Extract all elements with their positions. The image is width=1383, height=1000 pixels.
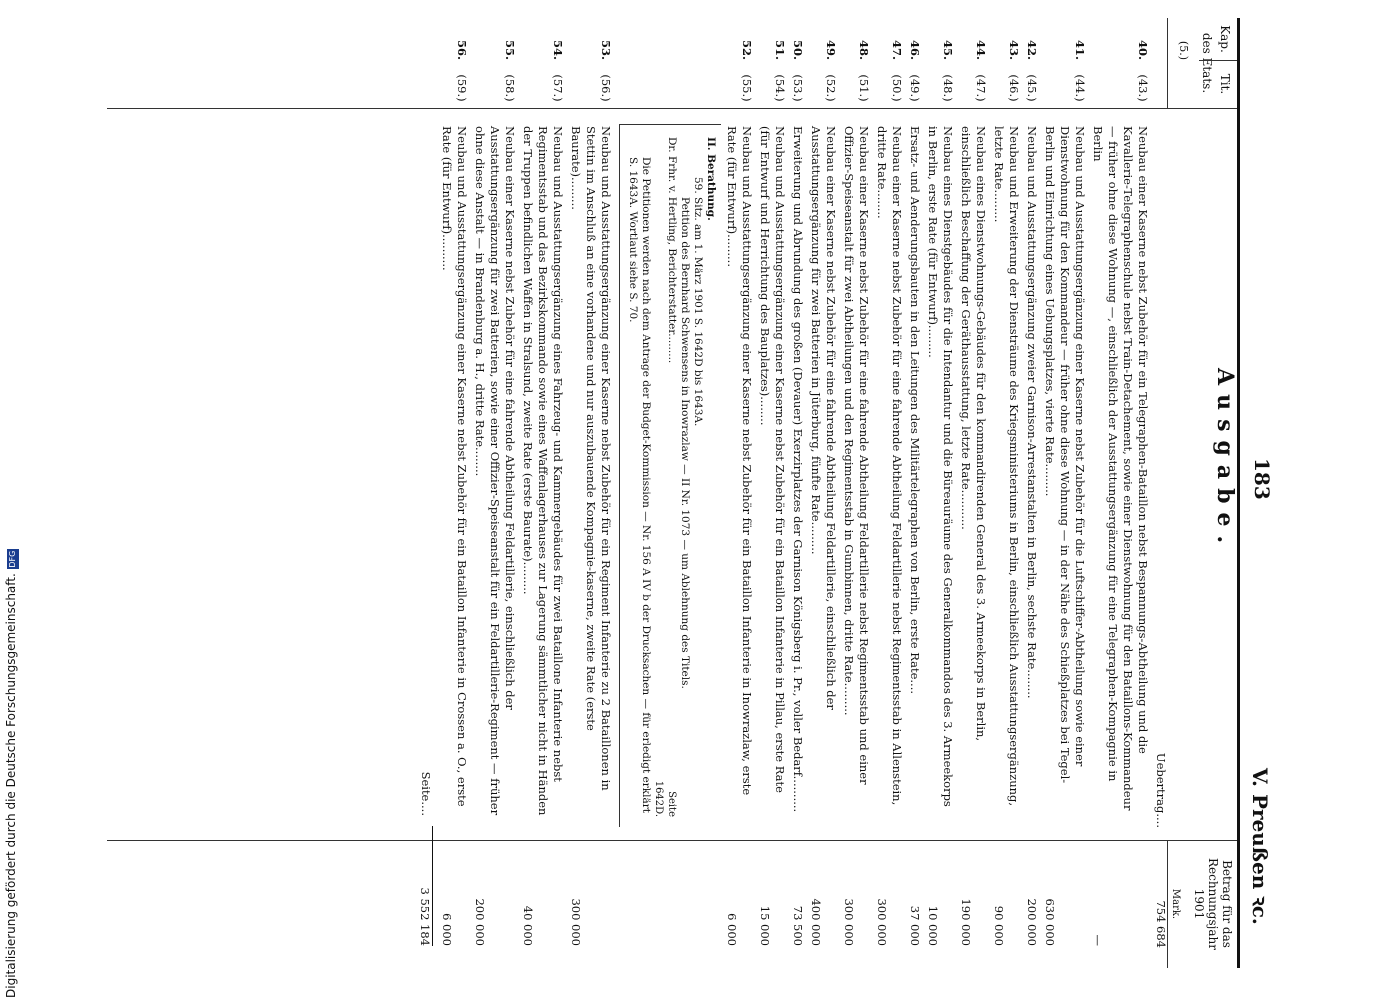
entry-amount: 40 000 (521, 905, 535, 946)
entry-amount: 10 000 (926, 905, 940, 946)
entry-tit: (45.) (1025, 74, 1039, 102)
entry-tit: (49.) (908, 74, 922, 102)
entry-text: Neubau eines Dienstwohnungs-Gebäudes für den kommandirenden General des 3. Armeekorps in Berlin, einschließlich Beschaffung der Geräthausstattung, letzte Rate........... (959, 126, 988, 742)
entry-row (757, 18, 787, 968)
entry-amount: 90 000 (992, 905, 1006, 946)
entry-kap: 47. (890, 39, 904, 60)
entry-kap: 40. (1136, 39, 1150, 60)
entry-amount: 15 000 (758, 905, 772, 946)
entry-tit: (48.) (941, 74, 955, 102)
entry-tit: (46.) (1007, 74, 1021, 102)
entry-amount: 6 000 (440, 913, 454, 946)
entry-text: Neubau und Ausstattungsergänzung einer Kaserne nebst Zubehör für die Luftschiffer-Abtheilung sowie einer Dienstwohnung für den Kommandeur — früher ohne diese Wohnung — in der Nähe des Schießplatzes bei Tegel-Berlin und Einrichtung eines Uebungsplatzes, vierte Rate......... (1043, 126, 1087, 784)
header-divider (1199, 60, 1237, 61)
entry-amount: — (1091, 934, 1105, 946)
entry-kap: 48. (857, 39, 871, 60)
beratung-seite-ref: 1642D. (653, 780, 664, 817)
entry-row (472, 18, 517, 968)
entry-kap: 41. (1073, 39, 1087, 60)
entry-row (808, 18, 838, 968)
entry-row (841, 18, 871, 968)
total-amount: 3 552 184 (418, 887, 432, 946)
col-header-etat: des Etats. (1200, 32, 1214, 94)
col-header-unit: Mark. (1170, 888, 1181, 920)
entry-tit: (52.) (824, 74, 838, 102)
entry-kap: 54. (551, 39, 565, 60)
entry-tit: (56.) (599, 74, 613, 102)
entry-amount: 300 000 (875, 898, 889, 946)
entry-text: Neubau einer Kaserne nebst Zubehör für eine fahrende Abtheilung Feldartillerie nebst Regimentsstab in Allenstein, dritte Rate........ (875, 126, 904, 806)
entry-text: Neubau und Ausstattungsergänzung einer Kaserne nebst Zubehör für ein Bataillon Infanterie in Pillau, erste Rate (für Entwurf und Herrichtung des Bauplatzes)........ (758, 126, 787, 793)
entry-kap: 50. (791, 39, 805, 60)
entry-amount: 190 000 (959, 898, 973, 946)
entry-text: Neubau und Ausstattungsergänzung einer Kaserne nebst Zubehör für ein Bataillon Infanterie in Crossen a. O., erste Rate (für Entwurf).......... (440, 126, 469, 807)
beratung-petition: Petition des Bernhard Schwensens in Inowrazlaw — II Nr. 1073 — um Ablehnung des Titels. (679, 197, 691, 689)
entry-group-2 (439, 18, 613, 968)
beratung-reporter: Dr. Frhr. v. Hertling, Berichterstatter......... (666, 137, 678, 364)
entry-amount: 37 000 (908, 905, 922, 946)
entry-row (724, 18, 754, 968)
total-rule (432, 826, 433, 946)
header-rule-left (1167, 18, 1168, 108)
section-title: V. Preußen ꝛc. (1248, 768, 1272, 925)
entry-tit: (59.) (455, 74, 469, 102)
entry-text: Neubau und Erweiterung der Diensträume des Kriegsministeriums in Berlin, einschließlich Ausstattungsergänzung, letzte Rate......... (992, 126, 1021, 807)
entry-text: Neubau und Ausstattungsergänzung zweier Garnison-Arrestanstalten in Berlin, sechste Rate........ (1025, 126, 1039, 699)
entry-row (1024, 18, 1039, 968)
entry-text: Neubau einer Kaserne nebst Zubehör für eine fahrende Abtheilung Feldartillerie nebst Regimentsstab und einer Offizier-Speiseanstalt für zwei Abtheilungen und den Regimentsstab in Gumbinnen, dritte Rate......... (842, 126, 871, 785)
entry-kap: 43. (1007, 39, 1021, 60)
entry-text: Neubau und Ausstattungsergänzung einer Kaserne nebst Zubehör für ein Regiment Infanterie zu 2 Bataillonen in Stettin im Anschluß an eine vorhandene und nur auszubauende Kompagnie-kaserne, zweite Rate (erste Baurate)......... (569, 126, 613, 791)
dfg-logo: DFG (8, 550, 17, 568)
dfg-footer-text: Digitalisierung gefördert durch die Deutsche Forschungsgemeinschaft. (4, 573, 18, 998)
entry-text: Neubau einer Kaserne nebst Zubehör für eine fahrende Abtheilung Feldartillerie, einschließlich der Ausstattungsergänzung für zwei Batterien in Jüterburg, fünfte Rate......... (809, 126, 838, 710)
entry-tit: (55.) (740, 74, 754, 102)
entry-tit: (58.) (503, 74, 517, 102)
entry-amount: 400 000 (809, 898, 823, 946)
entry-kap: 52. (740, 39, 754, 60)
entry-row (925, 18, 955, 968)
entry-tit: (53.) (791, 74, 805, 102)
col-header-tit: Tit. (1218, 73, 1232, 95)
entry-tit: (44.) (1073, 74, 1087, 102)
entry-kap: 51. (773, 39, 787, 60)
entry-kap: 49. (824, 39, 838, 60)
beratung-note: Die Petitionen werden nach dem Antrage der Budget-Kommission — Nr. 156 A IV b der Drucksachen — für erledigt erklärt S. 1643A. Wortlaut siehe S. 70. (627, 157, 652, 813)
entry-kap: 56. (455, 39, 469, 60)
entry-row (520, 18, 565, 968)
entry-amount: 200 000 (1025, 898, 1039, 946)
entry-text: Neubau eines Dienstgebäudes für die Intendantur und die Büreauräume des Generalkommandos des 3. Armeekorps in Berlin, erste Rate (für Entwurf)......... (926, 126, 955, 807)
entry-row (958, 18, 988, 968)
carry-paren: (5.) (1177, 40, 1190, 60)
entry-text: Erweiterung und Abrundung des großen (Devauer) Exerzirplatzes der Garnison Königsberg i. Pr., voller Bedarf.......... (791, 126, 805, 813)
beratung-block (619, 124, 721, 827)
entry-amount: 630 000 (1043, 898, 1057, 946)
entry-text: Neubau und Ausstattungsergänzung eines Fahrzeug- und Kammergebäudes für zwei Bataillone Infanterie nebst Regimentsstab und das Bezirkskommando sowie eines Waffenlagerhauses zur Lagerung sämmtlicher nicht in Händen der Truppen befindlichen Waffen in Stralsund, zweite Rate (erste Baurate)......... (521, 126, 565, 816)
entry-row (790, 18, 805, 968)
entry-tit: (50.) (890, 74, 904, 102)
entry-row (1090, 18, 1150, 968)
entry-kap: 45. (941, 39, 955, 60)
entry-tit: (51.) (857, 74, 871, 102)
entry-amount: 300 000 (569, 898, 583, 946)
total-label: Seite.... (419, 771, 433, 816)
entry-group-1 (724, 18, 1150, 968)
entry-kap: 53. (599, 39, 613, 60)
entry-amount: 300 000 (842, 898, 856, 946)
entry-tit: (43.) (1136, 74, 1150, 102)
entry-kap: 55. (503, 39, 517, 60)
entry-kap: 42. (1025, 39, 1039, 60)
entry-list (417, 18, 1150, 968)
entry-tit: (57.) (551, 74, 565, 102)
entry-tit: (54.) (773, 74, 787, 102)
beratung-sitting: 59. Sitz. am 1. März 1901 S. 1642D bis 1643A. (692, 177, 704, 427)
entry-row (991, 18, 1021, 968)
entry-text: Neubau und Ausstattungsergänzung einer Kaserne nebst Zubehör für ein Bataillon Infanterie in Inowrazlaw, erste Rate (für Entwurf)......... (725, 126, 754, 796)
entry-row (568, 18, 613, 968)
carry-amount: 754 684 (1154, 900, 1168, 948)
dfg-footer (4, 549, 19, 998)
carry-label: Uebertrag.... (1154, 752, 1168, 828)
entry-amount: 73 500 (791, 905, 805, 946)
entry-text: Neubau einer Kaserne nebst Zubehör für ein Telegraphen-Bataillon nebst Bespannungs-Abtheilung und die Kavallerie-Telegraphenschule nebst Train-Detachement, sowie einer Dienstwohnung für den Bataillons-Kommandeur — früher ohne diese Wohnung —, einschließlich der Ausstattungsergänzung für eine Telegraphen-Kompagnie in Berlin (1091, 126, 1150, 811)
entry-row (907, 18, 922, 968)
entry-amount: 200 000 (473, 898, 487, 946)
page-number: 183 (1250, 458, 1274, 500)
col-header-kap: Kap. (1218, 25, 1232, 53)
entry-row (1042, 18, 1087, 968)
col-header-amount: Betrag für das Rechnungsjahr 1901 (1192, 858, 1234, 950)
entry-row (874, 18, 904, 968)
beratung-title: II. Berathung. (705, 137, 717, 221)
entry-amount: 6 000 (725, 913, 739, 946)
entry-tit: (47.) (974, 74, 988, 102)
entry-kap: 46. (908, 39, 922, 60)
beratung-seite-label: Seite (666, 791, 677, 817)
entry-kap: 44. (974, 39, 988, 60)
document-page (105, 18, 1280, 968)
entry-text: Neubau einer Kaserne nebst Zubehör für eine fahrende Abtheilung Feldartillerie, einschließlich der Ausstattungsergänzung für zwei Batterien, sowie einer Offizier-Speiseanstalt für ein Feldartillerie-Regiment — früher ohne diese Anstalt — in Brandenburg a. H., dritte Rate........ (473, 126, 517, 816)
entry-text: Ersatz- und Aenderungsbauten in den Leitungen des Militärtelegraphen von Berlin, erste Rate.... (908, 126, 922, 695)
heading-ausgabe: Ausgabe. (1212, 368, 1238, 553)
entry-row (439, 18, 469, 968)
